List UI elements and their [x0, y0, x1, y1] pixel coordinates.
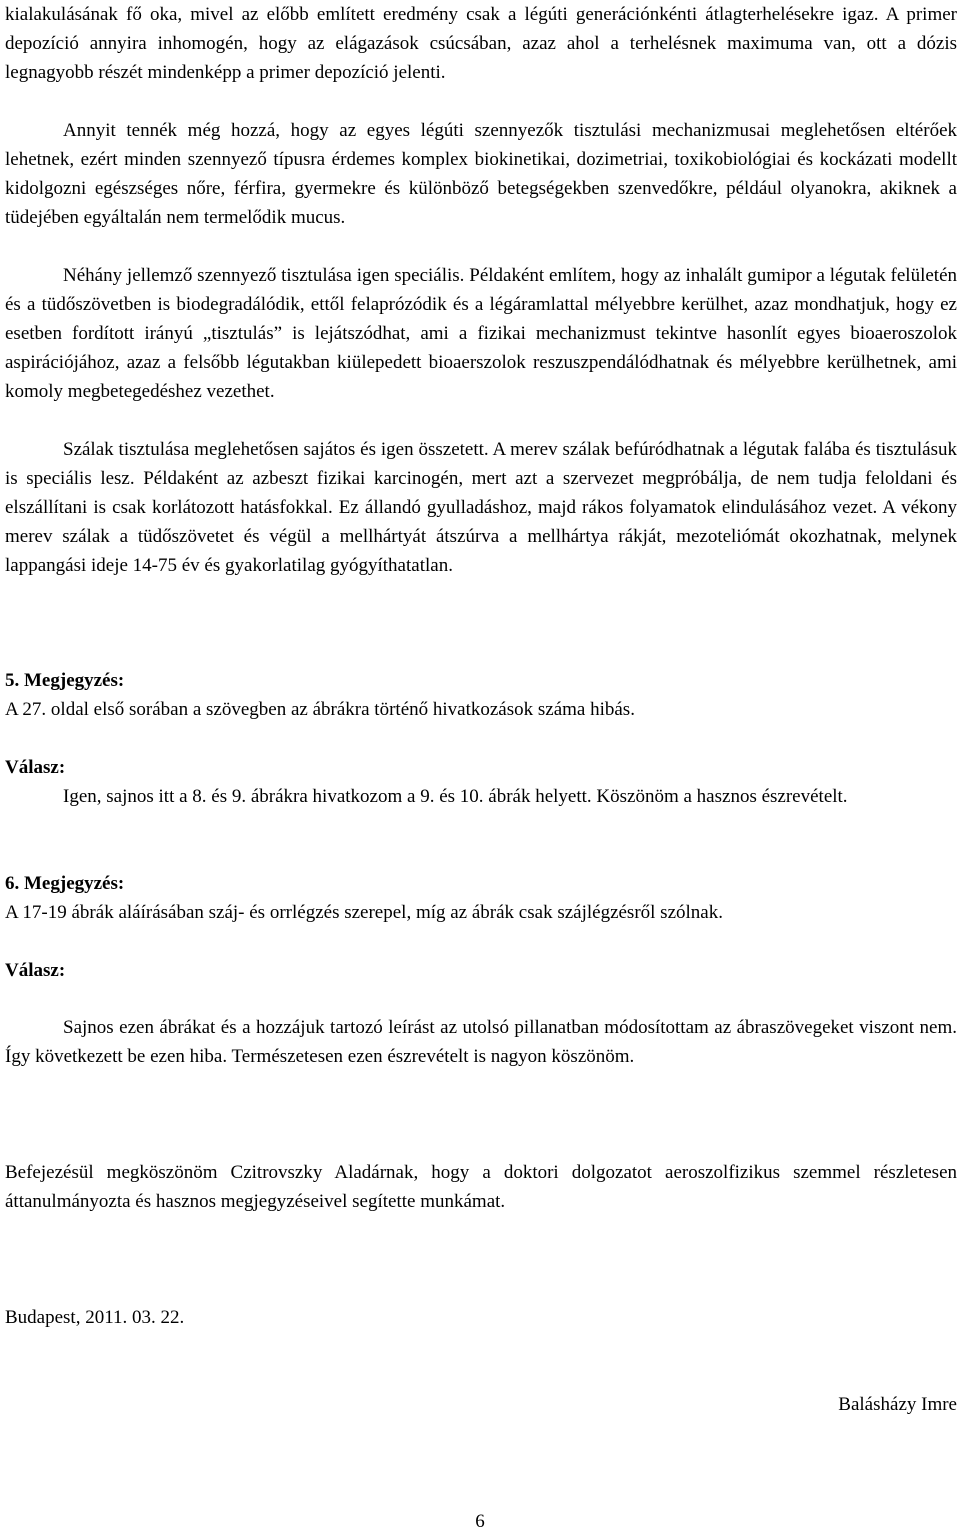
- closing-paragraph: Befejezésül megköszönöm Czitrovszky Aladárnak, hogy a doktori dolgozatot aeroszolfizikus szemmel részletesen áttanulmányozta és hasznos megjegyzéseivel segítette munkámat.: [5, 1162, 957, 1212]
- paragraph-1: kialakulásának fő oka, mivel az előbb említett eredmény csak a légúti generációnkénti átlagterhelésekre igaz. A primer depozíció annyira inhomogén, hogy az elágazások csúcsában, azaz ahol a terhelésnek maximuma van, ott a dózis legnagyobb részét mindenképp a primer depozíció jelenti.: [5, 4, 957, 83]
- note-5-text: A 27. oldal első sorában a szövegben az ábrákra történő hivatkozások száma hibás.: [5, 699, 635, 720]
- note-6-heading: 6. Megjegyzés:: [5, 873, 125, 894]
- note-5-heading: 5. Megjegyzés:: [5, 670, 125, 691]
- paragraph-2: Annyit tennék még hozzá, hogy az egyes légúti szennyezők tisztulási mechanizmusai meglehetősen eltérőek lehetnek, ezért minden szennyező típusra érdemes komplex biokinetikai, dozimetriai, toxikobiológiai és kockázati modellt kidolgozni egészséges nőre, férfira, gyermekre és különböző betegségekben szenvedőkre, például olyanokra, akiknek a tüdejében egyáltalán nem termelődik mucus.: [5, 120, 957, 228]
- note-6-answer: Sajnos ezen ábrákat és a hozzájuk tartozó leírást az utolsó pillanatban módosítottam az ábraszövegeket viszont nem. Így következett be ezen hiba. Természetesen ezen észrevételt is nagyon köszönöm.: [5, 1017, 957, 1067]
- note-5-answer: Igen, sajnos itt a 8. és 9. ábrákra hivatkozom a 9. és 10. ábrák helyett. Köszönöm a hasznos észrevételt.: [63, 786, 848, 807]
- note-5-answer-label: Válasz:: [5, 757, 66, 778]
- signature: Balásházy Imre: [838, 1394, 957, 1415]
- date-line: Budapest, 2011. 03. 22.: [5, 1307, 185, 1328]
- paragraph-4: Szálak tisztulása meglehetősen sajátos és igen összetett. A merev szálak befúródhatnak a légutak falába és tisztulásuk is speciális lesz. Példaként az azbeszt fizikai karcinogén, mert azt a szervezet megpróbálja, de nem tudja feloldani és elszállítani is csak korlátozott hatásfokkal. Ez állandó gyulladáshoz, majd rákos folyamatok elindulásához vezet. A vékony merev szálak a tüdőszövetet és végül a mellhártyát átszúrva a mellhártya rákját, mezoteliómát okozhatnak, melynek lappangási ideje 14-75 év és gyakorlatilag gyógyíthatatlan.: [5, 439, 957, 576]
- paragraph-3: Néhány jellemző szennyező tisztulása igen speciális. Példaként említem, hogy az inhalált gumipor a légutak felületén és a tüdőszövetben is biodegradálódik, ettől felaprózódik és a légáramlattal mélyebbre kerülhet, azaz mondhatjuk, hogy ez esetben fordított irányú „tisztulás” is lejátszódhat, ami a fizikai mechanizmust tekintve hasonlít egyes bioaeroszolok aspirációjához, azaz a felsőbb légutakban kiülepedett bioaerszolok reszuszpendálódhatnak és mélyebbre kerülhetnek, ami komoly megbetegedéshez vezethet.: [5, 265, 957, 402]
- page-number: 6: [475, 1511, 485, 1532]
- note-6-answer-label: Válasz:: [5, 960, 66, 981]
- note-6-text: A 17-19 ábrák aláírásában száj- és orrlégzés szerepel, míg az ábrák csak szájlégzésről szólnak.: [5, 902, 723, 923]
